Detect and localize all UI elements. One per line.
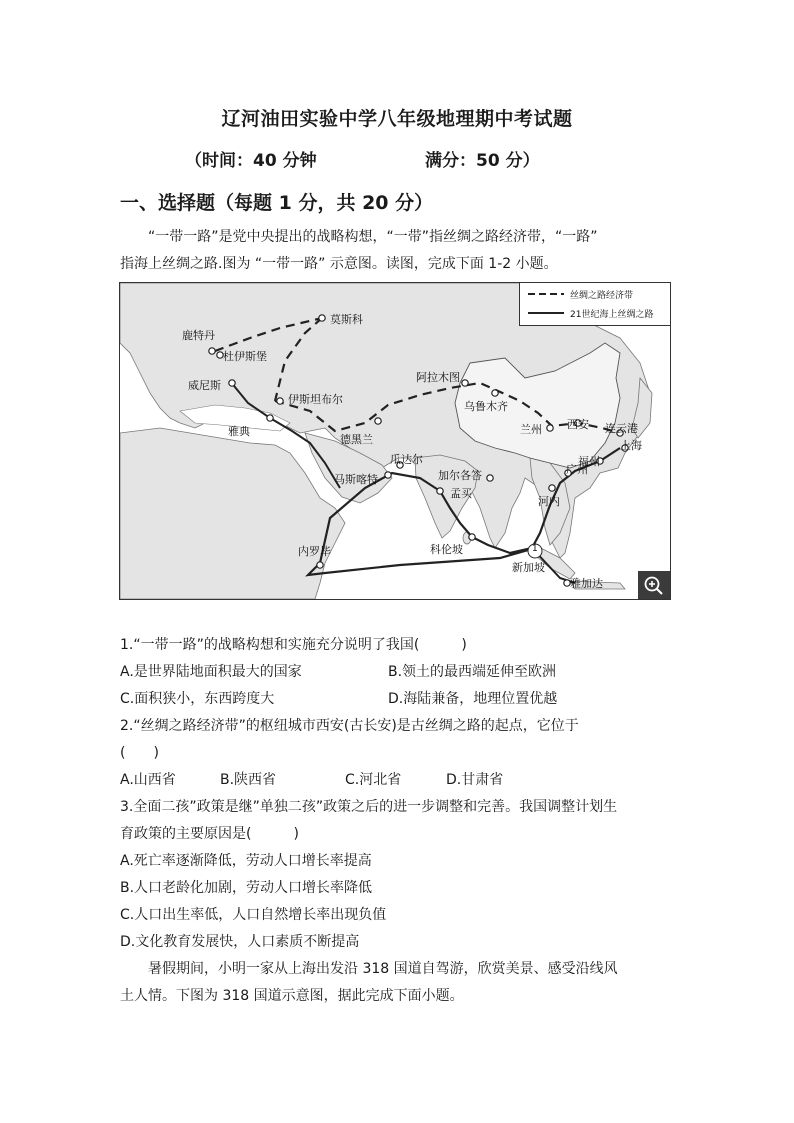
- q3-option-d: D.文化教育发展快，人口素质不断提高: [120, 934, 360, 950]
- intro-line-1: “一带一路”是党中央提出的战略构想，“一带”指丝绸之路经济带，“一路”: [148, 229, 598, 245]
- legend-sea-route: 21世纪海上丝绸之路: [570, 310, 654, 320]
- label-lianyungang: 连云港: [605, 422, 638, 435]
- rotterdam-marker: [209, 348, 215, 354]
- colombo-marker: [469, 534, 475, 540]
- map-legend: [519, 283, 670, 326]
- istanbul-marker: [277, 398, 283, 404]
- label-rotterdam: 鹿特丹: [182, 329, 215, 342]
- q3-option-b: B.人口老龄化加剧，劳动人口增长率降低: [120, 880, 373, 896]
- venice-marker: [229, 380, 235, 386]
- intro-line-2: 指海上丝绸之路.图为 “一带一路” 示意图。读图，完成下面 1-2 小题。: [120, 256, 558, 272]
- label-lanzhou: 兰州: [520, 423, 542, 436]
- zoom-button[interactable]: [638, 571, 670, 599]
- zoom-in-icon: [638, 571, 670, 599]
- q3-option-a: A.死亡率逐渐降低，劳动人口增长率提高: [120, 853, 372, 869]
- q1-option-b: B.领土的最西端延伸至欧洲: [388, 664, 557, 680]
- intro2-line-1: 暑假期间，小明一家从上海出发沿 318 国道自驾游，欣赏美景、感受沿线风: [148, 961, 618, 977]
- africa-landmass: [120, 428, 345, 599]
- nairobi-marker: [317, 562, 323, 568]
- q2-stem-line-2: ( ): [120, 745, 159, 761]
- lanzhou-marker: [547, 425, 553, 431]
- exam-score: 满分：50 分）: [425, 151, 540, 171]
- label-colombo: 科伦坡: [430, 543, 463, 556]
- label-nairobi: 内罗毕: [298, 545, 331, 558]
- muscat-marker: [385, 472, 391, 478]
- q2-option-c: C.河北省: [345, 772, 402, 788]
- mumbai-marker: [437, 488, 443, 494]
- q1-option-d: D.海陆兼备，地理位置优越: [388, 691, 558, 707]
- label-kolkata: 加尔各答: [438, 469, 482, 482]
- q3-stem-line-2: 育政策的主要原因是( ): [120, 826, 299, 842]
- belt-road-map: [119, 282, 671, 600]
- label-singapore: 新加坡: [512, 561, 545, 574]
- label-jakarta: 雅加达: [570, 577, 603, 590]
- label-fuzhou: 福州: [578, 455, 600, 468]
- q2-option-d: D.甘肃省: [446, 772, 504, 788]
- urumqi-marker: [492, 390, 498, 396]
- q2-stem-line-1: 2.“丝绸之路经济带”的枢纽城市西安(古长安)是古丝绸之路的起点，它位于: [120, 718, 579, 734]
- label-almaty: 阿拉木图: [416, 371, 460, 384]
- almaty-marker: [462, 380, 468, 386]
- label-marker-1: 1: [532, 544, 538, 554]
- label-duisburg: 杜伊斯堡: [223, 350, 267, 363]
- label-urumqi: 乌鲁木齐: [464, 400, 508, 413]
- athens-marker: [267, 415, 273, 421]
- label-venice: 威尼斯: [188, 379, 221, 392]
- intro-paragraph-1: [120, 224, 676, 278]
- label-hanoi: 河内: [538, 495, 560, 508]
- label-moscow: 莫斯科: [330, 313, 363, 326]
- label-guangzhou: 广州: [566, 463, 588, 476]
- label-muscat: 马斯喀特: [334, 473, 378, 486]
- label-istanbul: 伊斯坦布尔: [288, 393, 343, 406]
- label-mumbai: 孟买: [450, 487, 472, 500]
- q3-option-c: C.人口出生率低，人口自然增长率出现负值: [120, 907, 387, 923]
- label-tehran: 德黑兰: [340, 433, 373, 446]
- tehran-marker: [375, 418, 381, 424]
- moscow-marker: [319, 315, 325, 321]
- label-athens: 雅典: [228, 425, 250, 438]
- label-xian: 西安: [567, 418, 589, 431]
- section-heading: 一、选择题（每题 1 分，共 20 分）: [120, 192, 434, 214]
- q1-stem: 1.“一带一路”的战略构想和实施充分说明了我国( ): [120, 637, 467, 653]
- kolkata-marker: [487, 475, 493, 481]
- exam-title: 辽河油田实验中学八年级地理期中考试题: [221, 108, 573, 130]
- legend-land-route: 丝绸之路经济带: [570, 291, 634, 301]
- q2-option-a: A.山西省: [120, 772, 176, 788]
- label-shanghai: 上海: [620, 439, 642, 452]
- hanoi-marker: [549, 485, 555, 491]
- q2-option-b: B.陕西省: [220, 772, 277, 788]
- intro2-line-2: 土人情。下图为 318 国道示意图，据此完成下面小题。: [120, 988, 464, 1004]
- exam-time: （时间：40 分钟: [185, 151, 317, 171]
- q3-stem-line-1: 3.全面二孩”政策是继”单独二孩”政策之后的进一步调整和完善。我国调整计划生: [120, 799, 618, 815]
- q1-option-c: C.面积狭小，东西跨度大: [120, 691, 275, 707]
- label-gwadar: 瓜达尔: [390, 453, 423, 466]
- q1-option-a: A.是世界陆地面积最大的国家: [120, 664, 302, 680]
